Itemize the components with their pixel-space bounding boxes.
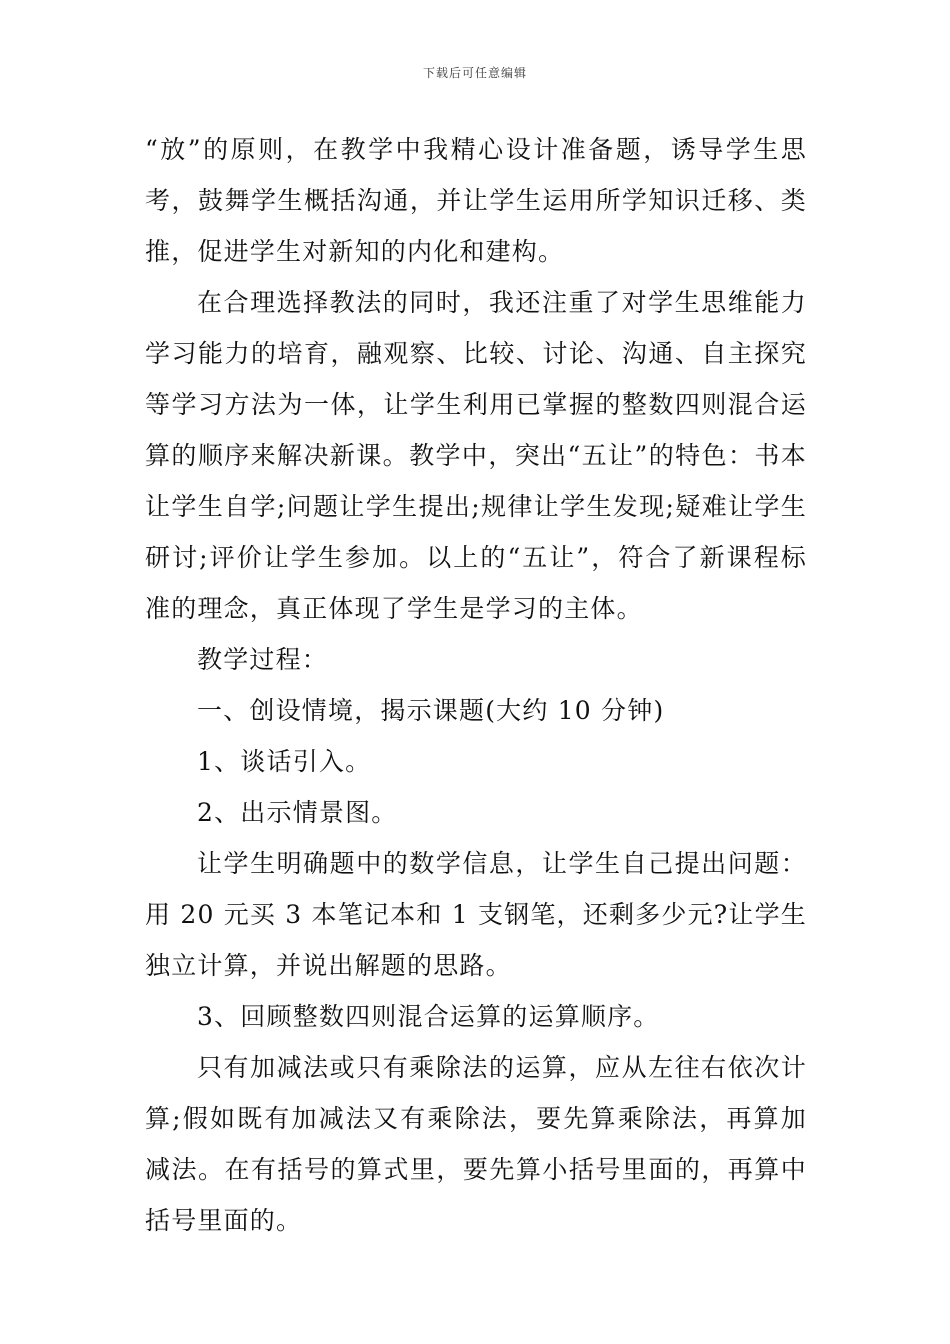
paragraph-9: 只有加减法或只有乘除法的运算，应从左往右依次计算;假如既有加减法又有乘除法，要先算乘除法，再算加减法。在有括号的算式里，要先算小括号里面的，再算中括号里面的。 <box>145 1053 807 1235</box>
paragraph-6: 2、出示情景图。 <box>197 798 398 827</box>
paragraph-2: 在合理选择教法的同时，我还注重了对学生思维能力学习能力的培育，融观察、比较、讨论、沟通、自主探究等学习方法为一体，让学生利用已掌握的整数四则混合运算的顺序来解决新课。教学中，突出“五让”的特色：书本让学生自学;问题让学生提出;规律让学生发现;疑难让学生研讨;评价让学生参加。以上的“五让”，符合了新课程标准的理念，真正体现了学生是学习的主体。 <box>145 288 807 623</box>
document-body <box>145 124 807 1246</box>
paragraph-4: 一、创设情境，揭示课题(大约 10 分钟) <box>197 696 665 725</box>
page-header: 下载后可任意编辑 <box>422 66 527 80</box>
paragraph-8: 3、回顾整数四则混合运算的运算顺序。 <box>197 1002 660 1031</box>
paragraph-3: 教学过程： <box>197 645 329 674</box>
paragraph-7: 让学生明确题中的数学信息，让学生自己提出问题：用 20 元买 3 本笔记本和 1 支钢笔，还剩多少元?让学生独立计算，并说出解题的思路。 <box>145 849 807 980</box>
paragraph-1: “放”的原则，在教学中我精心设计准备题，诱导学生思考，鼓舞学生概括沟通，并让学生运用所学知识迁移、类推，促进学生对新知的内化和建构。 <box>145 135 807 266</box>
paragraph-5: 1、谈话引入。 <box>197 747 372 776</box>
